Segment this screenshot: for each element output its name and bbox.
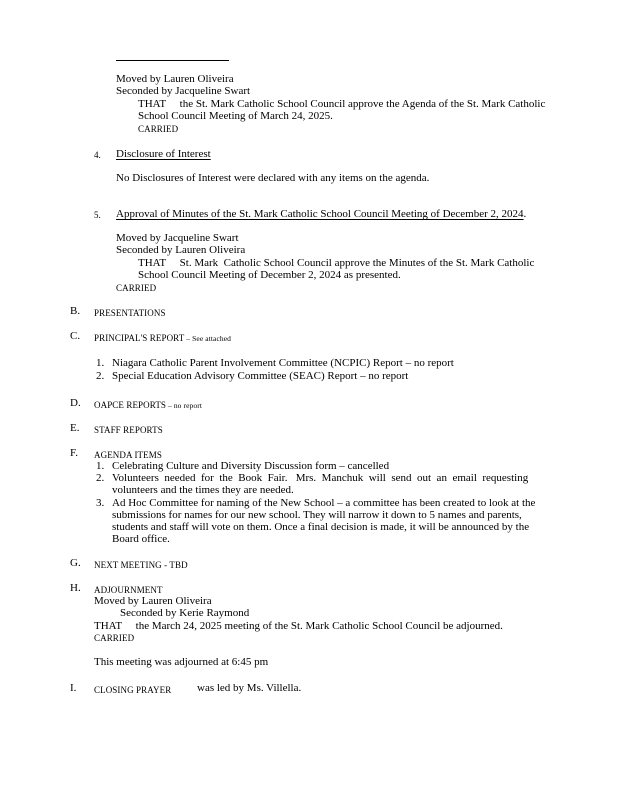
list-item: volunteers and the times they are needed.: [112, 484, 294, 496]
item-title: Disclosure of Interest: [116, 148, 211, 160]
item-title-period: .: [523, 208, 527, 220]
section-letter: G.: [70, 557, 81, 569]
section-title: PRESENTATIONS: [94, 308, 166, 318]
section-title-text: PRINCIPAL'S REPORT: [94, 333, 185, 343]
section-title: STAFF REPORTS: [94, 425, 163, 435]
list-item-number: 3.: [96, 497, 105, 509]
adjourned-text: This meeting was adjourned at 6:45 pm: [94, 656, 269, 668]
motion-line: THAT the St. Mark Catholic School Council approve the Agenda of the St. Mark Catholic: [138, 98, 546, 110]
item-number: 5.: [94, 210, 101, 220]
section-title: [94, 399, 202, 412]
list-item-number: 2.: [96, 472, 105, 484]
section-letter: H.: [70, 582, 81, 594]
list-item: Celebrating Culture and Diversity Discussion form – cancelled: [112, 460, 390, 472]
section-title: AGENDA ITEMS: [94, 450, 162, 460]
item-text: No Disclosures of Interest were declared with any items on the agenda.: [116, 172, 430, 184]
list-item: Niagara Catholic Parent Involvement Committee (NCPIC) Report – no report: [112, 357, 454, 369]
carried-label: CARRIED: [94, 633, 135, 643]
section-letter: I.: [70, 682, 77, 694]
moved-by: Moved by Lauren Oliveira: [94, 595, 212, 607]
motion-line: School Council Meeting of March 24, 2025.: [138, 110, 333, 122]
section-title: ADJOURNMENT: [94, 585, 163, 595]
section-letter: F.: [70, 447, 78, 459]
section-letter: C.: [70, 330, 81, 342]
list-item: Board office.: [112, 533, 170, 545]
section-title-text: OAPCE REPORTS: [94, 400, 167, 410]
moved-by: Moved by Lauren Oliveira: [116, 73, 234, 85]
item-title-text: Approval of Minutes of the St. Mark Catholic School Council Meeting of December 2, 2024: [116, 208, 524, 220]
section-note: – no report: [166, 401, 203, 410]
seconded-by: Seconded by Kerie Raymond: [120, 607, 250, 619]
list-item: Ad Hoc Committee for naming of the New School – a committee has been created to look at the: [112, 497, 536, 509]
motion-line: School Council Meeting of December 2, 2024 as presented.: [138, 269, 401, 281]
list-item: students and staff will vote on them. Once a final decision is made, it will be announced by the: [112, 521, 530, 533]
section-text: was led by Ms. Villella.: [197, 682, 302, 694]
section-letter: E.: [70, 422, 80, 434]
section-title: NEXT MEETING - TBD: [94, 560, 188, 570]
list-item-number: 2.: [96, 370, 105, 382]
section-title: CLOSING PRAYER: [94, 685, 172, 695]
list-item: Special Education Advisory Committee (SEAC) Report – no report: [112, 370, 409, 382]
section-title: [94, 332, 231, 345]
list-item: submissions for names for our new school. They will narrow it down to 5 names and parents,: [112, 509, 522, 521]
carried-label: CARRIED: [116, 283, 157, 293]
section-letter: B.: [70, 305, 81, 317]
motion-line: THAT the March 24, 2025 meeting of the St. Mark Catholic School Council be adjourned.: [94, 620, 503, 632]
list-item-number: 1.: [96, 357, 105, 369]
section-letter: D.: [70, 397, 81, 409]
list-item-number: 1.: [96, 460, 105, 472]
motion-line: THAT St. Mark Catholic School Council approve the Minutes of the St. Mark Catholic: [138, 257, 535, 269]
signature-rule: [116, 60, 229, 61]
carried-label: CARRIED: [138, 124, 179, 134]
section-note: – See attached: [184, 334, 232, 343]
seconded-by: Seconded by Lauren Oliveira: [116, 244, 246, 256]
list-item: Volunteers needed for the Book Fair. Mrs. Manchuk will send out an email requesting: [112, 472, 529, 484]
item-number: 4.: [94, 150, 101, 160]
seconded-by: Seconded by Jacqueline Swart: [116, 85, 251, 97]
moved-by: Moved by Jacqueline Swart: [116, 232, 239, 244]
item-title: [116, 208, 526, 221]
